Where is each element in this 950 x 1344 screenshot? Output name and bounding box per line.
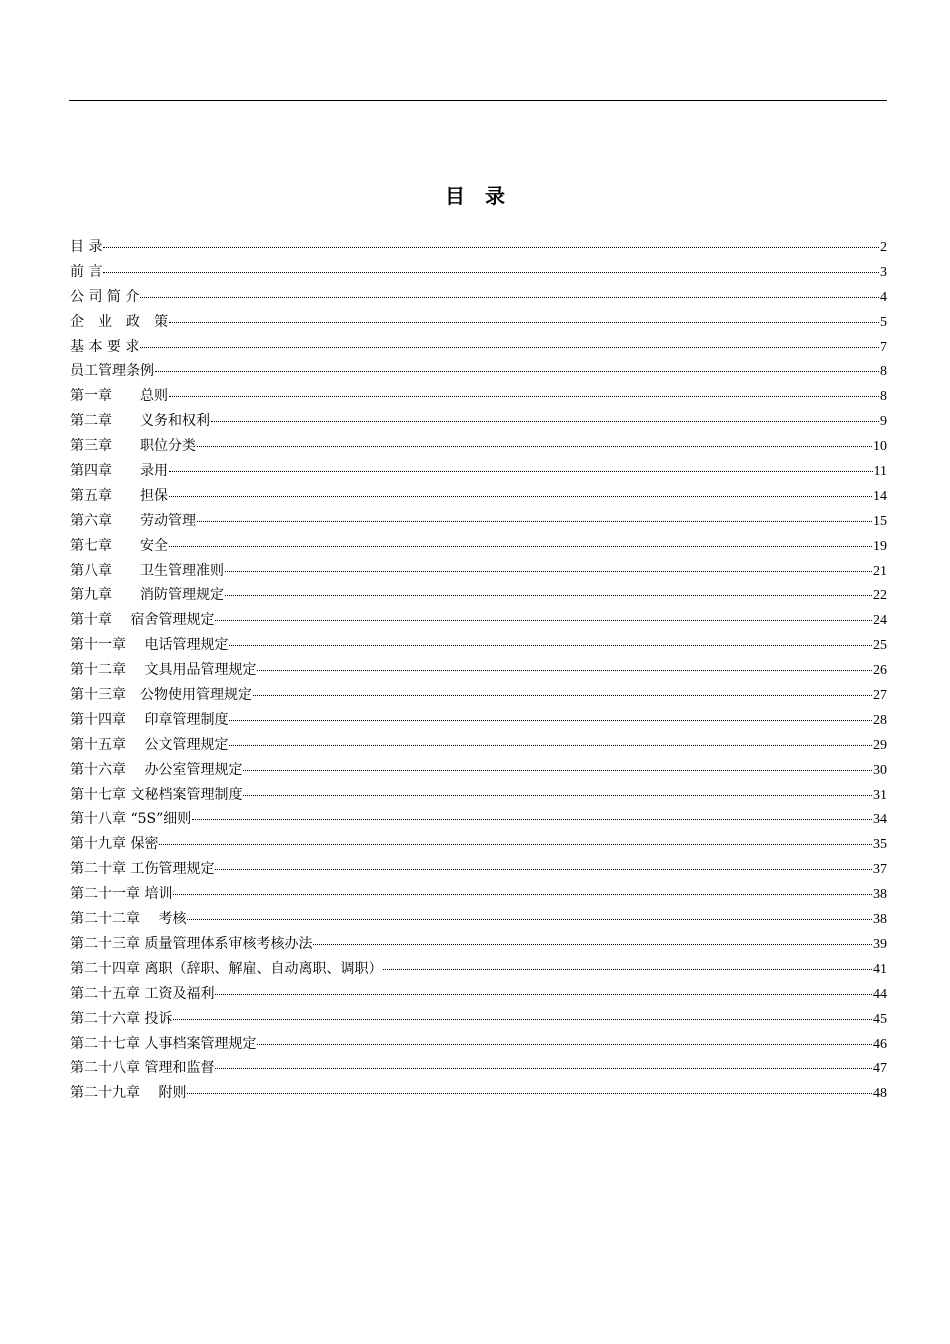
toc-dot-leader	[140, 347, 879, 348]
toc-entry[interactable]	[70, 235, 887, 260]
toc-entry-title: 第八章 卫生管理准则	[70, 562, 224, 579]
toc-dot-leader	[229, 745, 872, 746]
toc-entry-page-number: 37	[873, 862, 887, 878]
toc-entry[interactable]	[70, 733, 887, 758]
toc-dot-leader	[159, 844, 872, 845]
toc-entry[interactable]	[70, 434, 887, 459]
toc-dot-leader	[383, 969, 872, 970]
toc-entry-page-number: 19	[873, 538, 887, 554]
toc-title: 目 录	[445, 184, 505, 208]
toc-entry-title: 第一章 总则	[70, 388, 168, 405]
toc-entry[interactable]	[70, 807, 887, 832]
toc-entry-title: 第二十五章 工资及福利	[70, 985, 215, 1002]
toc-entry-page-number: 22	[873, 588, 887, 604]
toc-entry[interactable]	[70, 1007, 887, 1032]
toc-entry-page-number: 9	[880, 414, 887, 430]
toc-entry-title: 第六章 劳动管理	[70, 512, 196, 529]
toc-dot-leader	[253, 695, 872, 696]
toc-entry[interactable]	[70, 658, 887, 683]
toc-entry[interactable]	[70, 559, 887, 584]
toc-entry-page-number: 39	[873, 936, 887, 952]
toc-dot-leader	[197, 446, 872, 447]
toc-dot-leader	[257, 1044, 872, 1045]
toc-dot-leader	[211, 421, 879, 422]
toc-dot-leader	[197, 521, 872, 522]
toc-entry-title: 第二十三章 质量管理体系审核考核办法	[70, 935, 313, 952]
toc-entry[interactable]	[70, 633, 887, 658]
toc-dot-leader	[243, 770, 872, 771]
toc-entry-title: 第七章 安全	[70, 537, 168, 554]
toc-entry[interactable]	[70, 1056, 887, 1081]
toc-dot-leader	[103, 272, 879, 273]
toc-entry-page-number: 34	[873, 812, 887, 828]
toc-dot-leader	[313, 944, 872, 945]
toc-entry[interactable]	[70, 285, 887, 310]
toc-entry-page-number: 26	[873, 663, 887, 679]
toc-dot-leader	[229, 720, 872, 721]
toc-dot-leader	[169, 546, 872, 547]
toc-dot-leader	[187, 919, 872, 920]
toc-entry-title: 员工管理条例	[70, 363, 154, 380]
toc-entry[interactable]	[70, 484, 887, 509]
toc-entry-title: 第十三章 公物使用管理规定	[70, 687, 252, 704]
toc-entry-page-number: 29	[873, 737, 887, 753]
toc-dot-leader	[257, 670, 872, 671]
toc-entry-page-number: 31	[873, 787, 887, 803]
toc-entry-title: 第四章 录用	[70, 463, 168, 480]
toc-dot-leader	[215, 620, 872, 621]
toc-entry-title: 第十五章 公文管理规定	[70, 736, 229, 753]
toc-entry-page-number: 41	[873, 961, 887, 977]
toc-entry-page-number: 28	[873, 712, 887, 728]
toc-entry[interactable]	[70, 758, 887, 783]
toc-entry-page-number: 15	[873, 513, 887, 529]
toc-dot-leader	[192, 819, 872, 820]
toc-entry-title: 第二十四章 离职（辞职、解雇、自动离职、调职）	[70, 960, 383, 977]
toc-entry[interactable]	[70, 907, 887, 932]
toc-entry[interactable]	[70, 683, 887, 708]
toc-entry-title: 第十四章 印章管理制度	[70, 711, 229, 728]
toc-dot-leader	[225, 595, 872, 596]
toc-entry-title: 第二十章 工伤管理规定	[70, 861, 215, 878]
toc-dot-leader	[243, 795, 872, 796]
table-of-contents	[70, 235, 887, 1106]
toc-dot-leader	[140, 297, 879, 298]
toc-dot-leader	[155, 371, 879, 372]
toc-entry[interactable]	[70, 708, 887, 733]
toc-entry[interactable]	[70, 583, 887, 608]
toc-entry-title: 第二十七章 人事档案管理规定	[70, 1035, 257, 1052]
toc-dot-leader	[169, 471, 873, 472]
toc-entry[interactable]	[70, 409, 887, 434]
toc-entry-page-number: 11	[873, 464, 887, 480]
toc-entry[interactable]	[70, 932, 887, 957]
toc-entry-title: 第二十一章 培训	[70, 886, 173, 903]
toc-entry-page-number: 46	[873, 1036, 887, 1052]
toc-entry-title: 第二十八章 管理和监督	[70, 1060, 215, 1077]
toc-dot-leader	[169, 322, 879, 323]
toc-dot-leader	[173, 1019, 872, 1020]
toc-entry-title: 第二十六章 投诉	[70, 1010, 173, 1027]
toc-entry[interactable]	[70, 857, 887, 882]
toc-entry[interactable]	[70, 260, 887, 285]
toc-entry-page-number: 48	[873, 1086, 887, 1102]
toc-entry-page-number: 21	[873, 563, 887, 579]
toc-entry-page-number: 44	[873, 986, 887, 1002]
toc-entry-page-number: 8	[880, 389, 887, 405]
toc-entry[interactable]	[70, 1081, 887, 1106]
toc-dot-leader	[187, 1093, 872, 1094]
toc-dot-leader	[215, 869, 872, 870]
toc-entry-title: 第十七章 文秘档案管理制度	[70, 786, 243, 803]
toc-entry[interactable]	[70, 783, 887, 808]
toc-entry-title: 第十八章 “5S”细则	[70, 811, 192, 828]
toc-entry-page-number: 3	[880, 264, 887, 280]
toc-entry-title: 前 言	[70, 263, 103, 280]
toc-entry-page-number: 38	[873, 912, 887, 928]
toc-entry-page-number: 24	[873, 613, 887, 629]
toc-entry-page-number: 45	[873, 1011, 887, 1027]
toc-entry-title: 公 司 简 介	[70, 288, 140, 305]
toc-dot-leader	[169, 496, 872, 497]
toc-entry-title: 第十一章 电话管理规定	[70, 637, 229, 654]
toc-entry-title: 第二十二章 考核	[70, 911, 187, 928]
toc-entry[interactable]	[70, 832, 887, 857]
header-rule	[69, 100, 887, 101]
toc-dot-leader	[229, 645, 872, 646]
toc-entry[interactable]	[70, 1032, 887, 1057]
toc-entry-title: 目 录	[70, 239, 103, 255]
toc-entry-page-number: 14	[873, 488, 887, 504]
toc-dot-leader	[173, 894, 872, 895]
toc-entry-page-number: 38	[873, 887, 887, 903]
toc-entry-title: 基 本 要 求	[70, 338, 140, 355]
toc-dot-leader	[225, 571, 872, 572]
toc-entry-page-number: 8	[880, 364, 887, 380]
toc-entry-title: 第三章 职位分类	[70, 438, 196, 455]
toc-entry-page-number: 27	[873, 688, 887, 704]
toc-entry[interactable]	[70, 509, 887, 534]
toc-entry-title: 第二十九章 附则	[70, 1085, 187, 1102]
toc-dot-leader	[215, 994, 872, 995]
toc-entry[interactable]	[70, 459, 887, 484]
toc-entry[interactable]	[70, 608, 887, 633]
toc-entry[interactable]	[70, 534, 887, 559]
toc-entry-title: 第二章 义务和权利	[70, 413, 210, 430]
toc-entry-title: 第九章 消防管理规定	[70, 587, 224, 604]
toc-entry-title: 第十二章 文具用品管理规定	[70, 662, 257, 679]
toc-entry-page-number: 47	[873, 1061, 887, 1077]
toc-dot-leader	[169, 396, 879, 397]
toc-entry-page-number: 25	[873, 638, 887, 654]
toc-entry-title: 第十九章 保密	[70, 836, 159, 853]
toc-entry[interactable]	[70, 957, 887, 982]
toc-entry-page-number: 4	[880, 289, 887, 305]
toc-entry[interactable]	[70, 384, 887, 409]
toc-entry-title: 第五章 担保	[70, 487, 168, 504]
toc-entry-page-number: 35	[873, 837, 887, 853]
toc-entry-page-number: 30	[873, 762, 887, 778]
toc-entry[interactable]	[70, 335, 887, 360]
toc-entry-title: 第十章 宿舍管理规定	[70, 612, 215, 629]
toc-dot-leader	[215, 1068, 872, 1069]
toc-entry[interactable]	[70, 359, 887, 384]
toc-entry-title: 企 业 政 策	[70, 313, 168, 330]
toc-entry-page-number: 10	[873, 439, 887, 455]
toc-entry[interactable]	[70, 982, 887, 1007]
toc-dot-leader	[103, 247, 879, 248]
toc-entry-page-number: 2	[880, 240, 887, 255]
toc-entry-page-number: 7	[880, 339, 887, 355]
toc-entry-page-number: 5	[880, 314, 887, 330]
toc-entry[interactable]	[70, 310, 887, 335]
toc-entry[interactable]	[70, 882, 887, 907]
toc-entry-title: 第十六章 办公室管理规定	[70, 761, 243, 778]
